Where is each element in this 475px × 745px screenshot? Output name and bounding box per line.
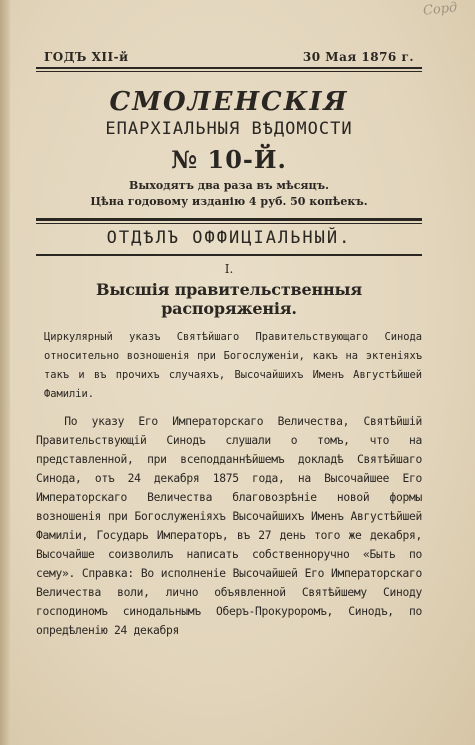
- decree-title: Циркулярный указъ Святѣйшаго Правительствующаго Синода относительно возношенія при Богослуженіи, какъ на эктеніяхъ такъ и въ прочихъ случаяхъ, Высочайшихъ Именъ Августѣйшей Фамиліи.: [44, 331, 422, 400]
- masthead-title-line1: СМОЛЕНСКІЯ: [109, 87, 349, 117]
- issue-number: № 10-Й.: [171, 145, 287, 174]
- header-line: [36, 50, 422, 69]
- section-number: I.: [224, 262, 234, 276]
- section-title: ОТДѢЛЪ ОФФИЦІАЛЬНЫЙ.: [106, 228, 352, 248]
- section-heading: Высшія правительственныя распоряженія.: [96, 280, 362, 318]
- handwritten-note: Сорд: [421, 0, 458, 19]
- subscription-price: Цѣна годовому изданію 4 руб. 50 копѣекъ.: [90, 195, 368, 208]
- page-content: [36, 50, 422, 640]
- section-rule: [36, 254, 422, 256]
- article-body: По указу Его Императорскаго Величества, Святѣйшій Правительствующій Синодъ слушали о томъ, что на представленной, при всеподданнѣйшемъ докладѣ Святѣйшаго Синода, отъ 24 декабря 1875 года, на Высочайшее Его Императорскаго Величества благовозрѣніе новой формы возношенія при Богослуженіяхъ Высочайшихъ Именъ Августѣйшей Фамиліи, Государь Императоръ, въ 27 день того же декабря, Высочайше соизволилъ написать собственноручно «Быть по сему». Справка: Во исполненіе Высочайшей Его Императорскаго Величества воли, лично объявленной Святѣйшему Синоду господиномъ синодальнымъ Оберъ-Прокуроромъ, Синодъ, по опредѣленію 24 декабря: [36, 415, 422, 637]
- year-label: ГОДЪ XII-й: [44, 50, 129, 64]
- page-binding-edge: [0, 0, 10, 745]
- masthead-title-line2: ЕПАРХІАЛЬНЫЯ ВѢДОМОСТИ: [105, 119, 353, 139]
- issue-date: 30 Мая 1876 г.: [302, 50, 414, 64]
- double-rule: [36, 218, 422, 224]
- publication-frequency: Выходятъ два раза въ мѣсяцъ.: [129, 179, 329, 192]
